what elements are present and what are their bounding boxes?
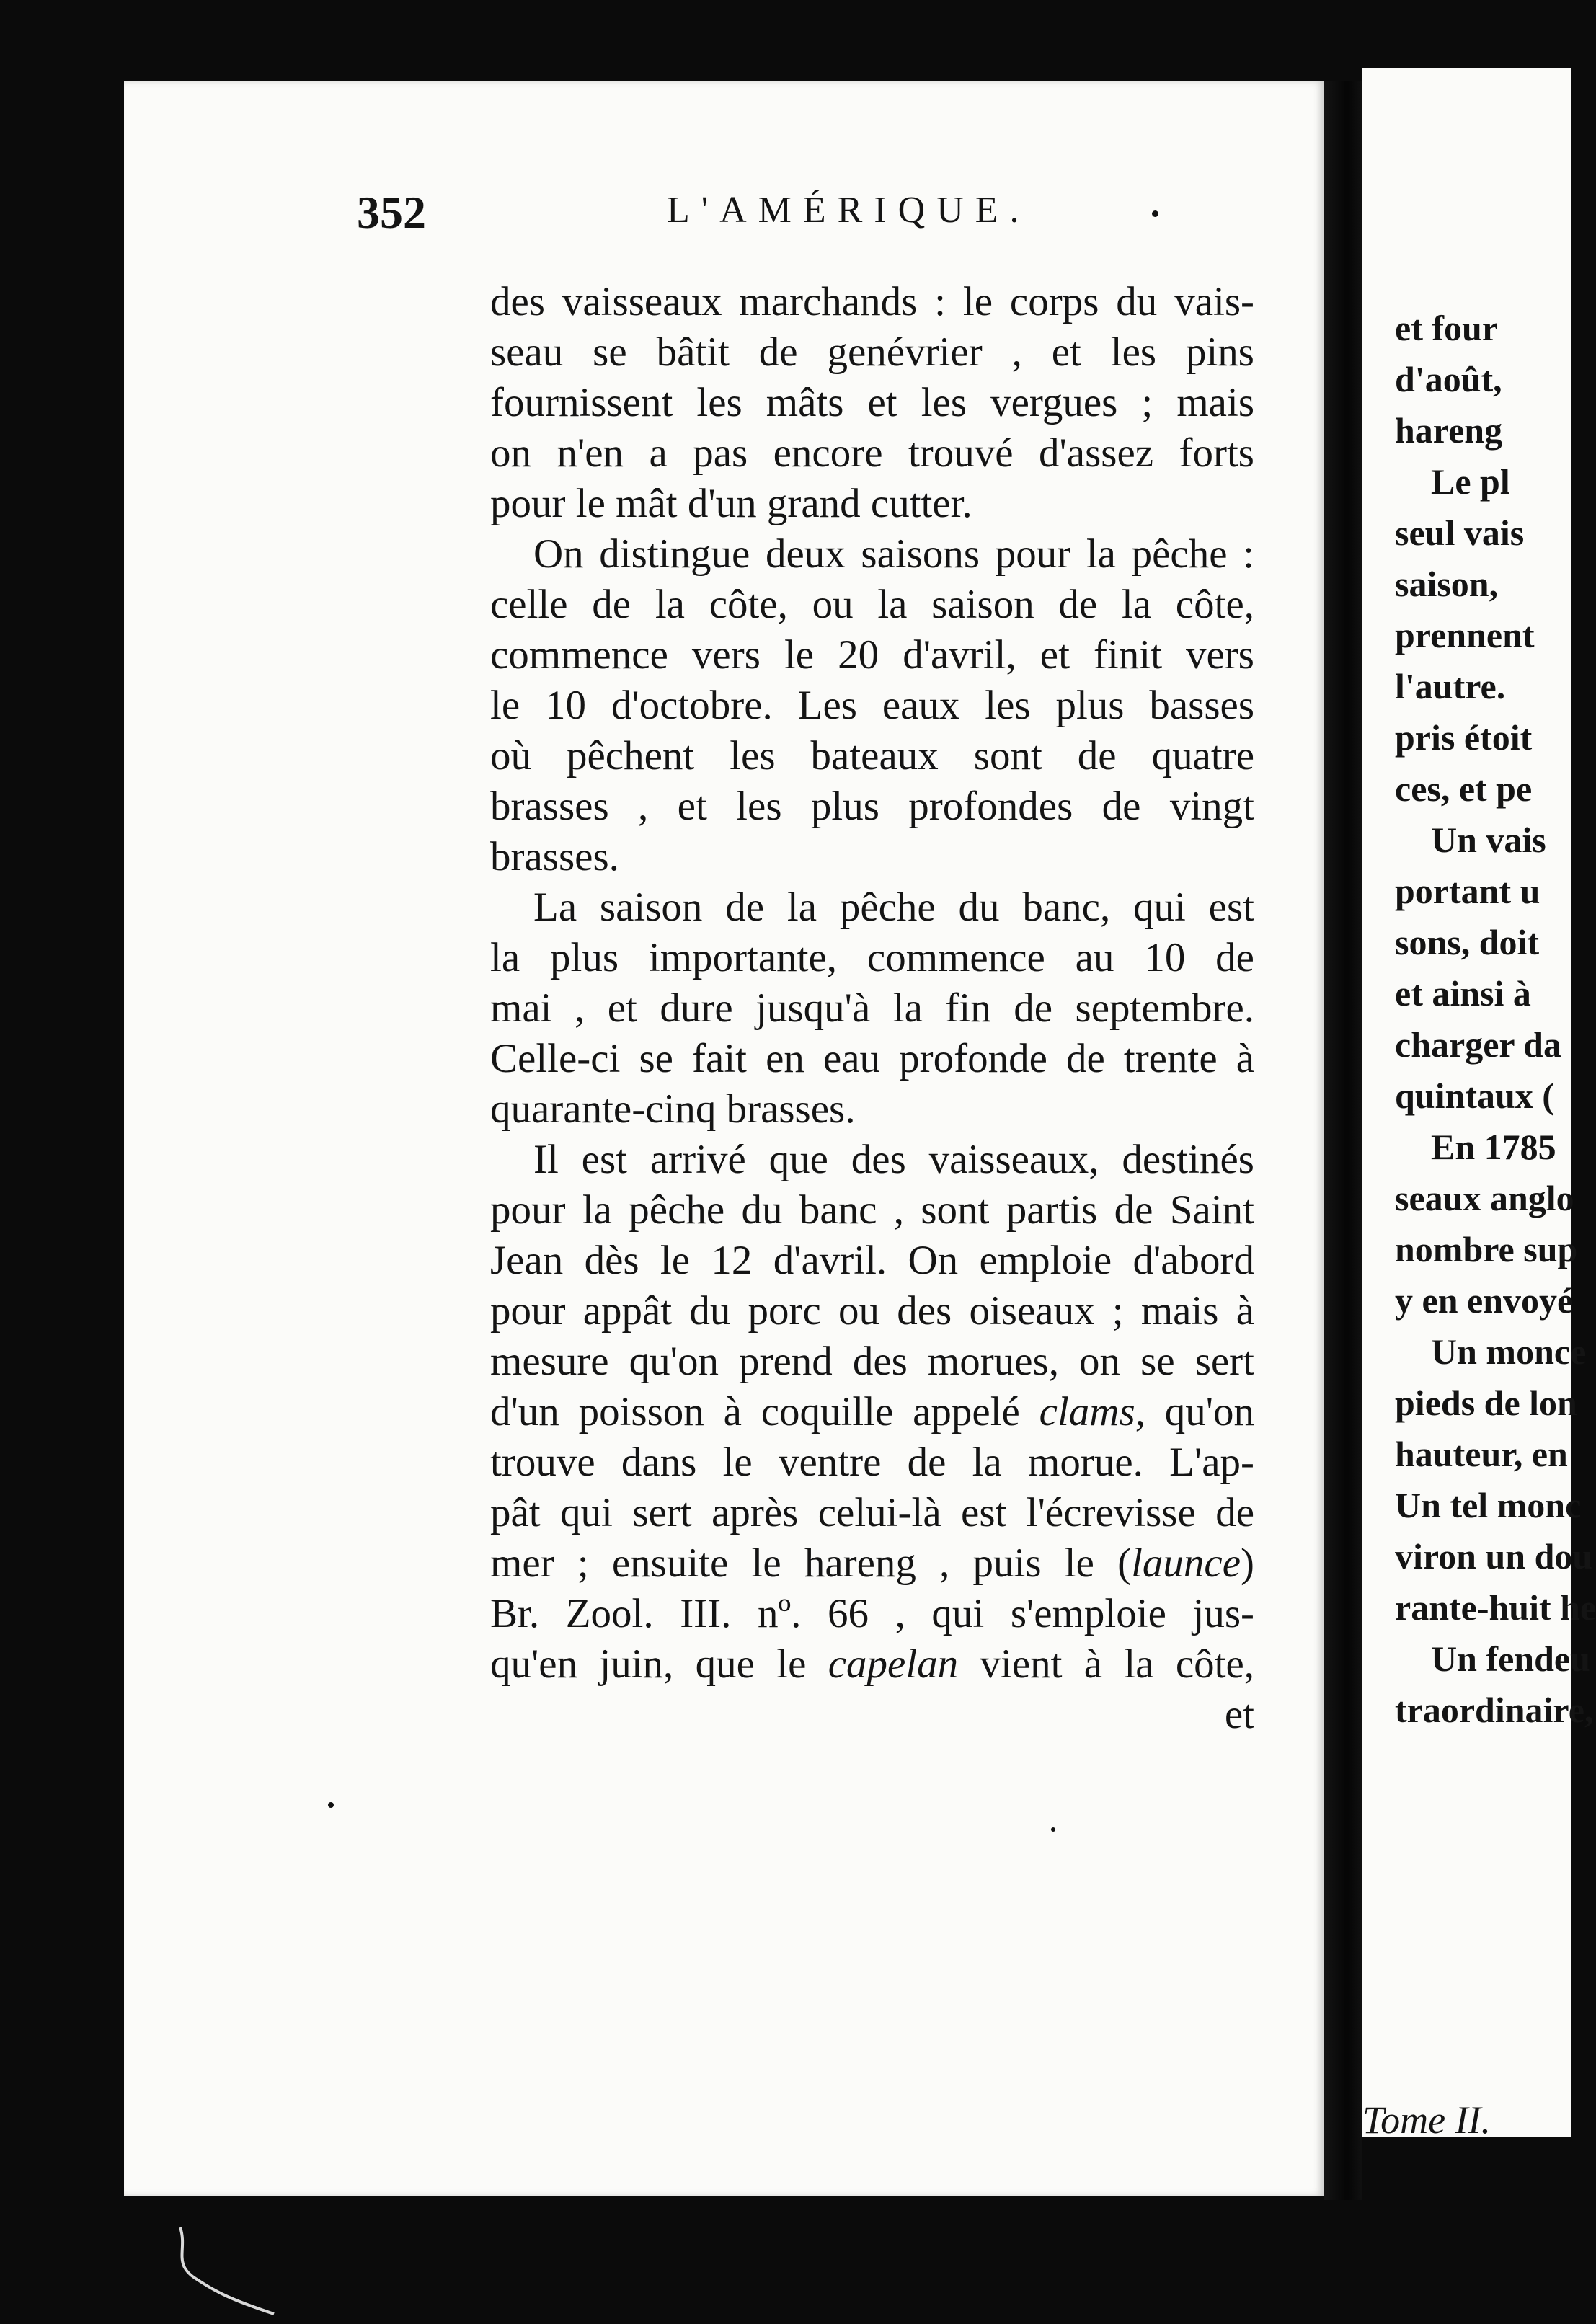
- text-line: Jean dès le 12 d'avril. On emploie d'abord: [490, 1238, 1254, 1283]
- text-line: pour la pêche du banc , sont partis de Saint: [490, 1187, 1254, 1233]
- text-line: mai , et dure jusqu'à la fin de septembre.: [490, 985, 1254, 1031]
- body-text: [490, 277, 1254, 1740]
- page-number: 352: [357, 187, 426, 238]
- text-segment: mer ; ensuite le hareng , puis le (: [490, 1540, 1132, 1586]
- ink-speck: [1152, 210, 1158, 217]
- text-segment: qu'en juin, que le: [490, 1641, 807, 1687]
- right-line: hareng: [1395, 410, 1503, 451]
- right-line: hauteur, en: [1395, 1434, 1568, 1474]
- right-line: Un vais: [1431, 820, 1546, 860]
- right-line: pieds de lon: [1395, 1383, 1577, 1423]
- right-line: traordinaire,: [1395, 1690, 1594, 1730]
- text-segment: d'un poisson à coquille appelé: [490, 1389, 1020, 1434]
- catchword: et: [1224, 1692, 1254, 1737]
- italic-term: launce: [1131, 1540, 1241, 1586]
- right-line: Le pl: [1431, 461, 1510, 502]
- text-line: Br. Zool. III. nº. 66 , qui s'emploie jus-: [490, 1591, 1254, 1636]
- right-line: En 1785: [1431, 1127, 1556, 1167]
- text-line: la plus importante, commence au 10 de: [490, 935, 1254, 980]
- book-gutter: [1324, 81, 1362, 2200]
- right-line: et four: [1395, 308, 1498, 348]
- right-line: d'août,: [1395, 359, 1502, 399]
- italic-term: capelan: [828, 1641, 959, 1687]
- text-line: pour le mât d'un grand cutter.: [490, 481, 972, 526]
- text-line: mesure qu'on prend des morues, on se sert: [490, 1339, 1254, 1384]
- text-line: quarante-cinq brasses.: [490, 1086, 856, 1132]
- right-line: portant u: [1395, 871, 1540, 911]
- right-line: seul vais: [1395, 513, 1525, 553]
- right-line: Un tel monc: [1395, 1485, 1582, 1525]
- ink-speck: [328, 1802, 334, 1808]
- text-line: Celle-ci se fait en eau profonde de trente à: [490, 1036, 1254, 1081]
- text-line: où pêchent les bateaux sont de quatre: [490, 733, 1254, 779]
- text-line: des vaisseaux marchands : le corps du vais-: [490, 279, 1254, 324]
- text-segment: ): [1241, 1540, 1254, 1586]
- stray-thread: [166, 2220, 288, 2321]
- right-line: et ainsi à: [1395, 973, 1531, 1014]
- ink-speck: [1051, 1827, 1055, 1832]
- italic-term: clams: [1039, 1389, 1135, 1434]
- right-line: charger da: [1395, 1024, 1561, 1065]
- text-line: on n'en a pas encore trouvé d'assez forts: [490, 430, 1254, 476]
- right-line: Un fendeu: [1431, 1638, 1590, 1679]
- right-line: sons, doit: [1395, 922, 1540, 962]
- text-line: pât qui sert après celui-là est l'écrevisse de: [490, 1490, 1254, 1535]
- text-line: [490, 1639, 1254, 1690]
- text-line: On distingue deux saisons pour la pêche :: [533, 531, 1254, 577]
- text-line: pour appât du porc ou des oiseaux ; mais à: [490, 1288, 1254, 1334]
- right-page-text: [1395, 303, 1596, 1736]
- right-line: ces, et pe: [1395, 768, 1533, 809]
- right-line: pris étoit: [1395, 717, 1533, 758]
- page-header: [357, 186, 1258, 258]
- right-line: l'autre.: [1395, 666, 1506, 706]
- right-line: saison,: [1395, 564, 1499, 604]
- right-line: Un monce: [1431, 1331, 1587, 1372]
- signature-mark: Tome II.: [1362, 2098, 1491, 2142]
- text-segment: vient à la côte,: [980, 1641, 1255, 1687]
- running-head: L'AMÉRIQUE.: [667, 190, 1031, 231]
- text-segment: , qu'on: [1135, 1389, 1254, 1434]
- right-line: nombre sup: [1395, 1229, 1578, 1269]
- right-line: viron un dou: [1395, 1536, 1593, 1576]
- text-line: [490, 1538, 1254, 1589]
- text-line: commence vers le 20 d'avril, et finit vers: [490, 632, 1254, 678]
- right-line: y en envoyé: [1395, 1280, 1574, 1321]
- text-line: brasses , et les plus profondes de vingt: [490, 784, 1254, 829]
- text-line: seau se bâtit de genévrier , et les pins: [490, 329, 1254, 375]
- text-line: Il est arrivé que des vaisseaux, destinés: [533, 1137, 1254, 1182]
- text-line: La saison de la pêche du banc, qui est: [533, 884, 1254, 930]
- text-line: celle de la côte, ou la saison de la côte,: [490, 582, 1254, 627]
- right-line: prennent: [1395, 615, 1535, 655]
- right-line: seaux anglo: [1395, 1178, 1574, 1218]
- text-line: fournissent les mâts et les vergues ; mais: [490, 380, 1254, 425]
- text-line: trouve dans le ventre de la morue. L'ap-: [490, 1440, 1254, 1485]
- text-line: le 10 d'octobre. Les eaux les plus basses: [490, 683, 1254, 728]
- right-line: quintaux (: [1395, 1075, 1554, 1116]
- text-line: [490, 1387, 1254, 1437]
- right-line: rante-huit he: [1395, 1587, 1596, 1628]
- text-line: brasses.: [490, 834, 619, 879]
